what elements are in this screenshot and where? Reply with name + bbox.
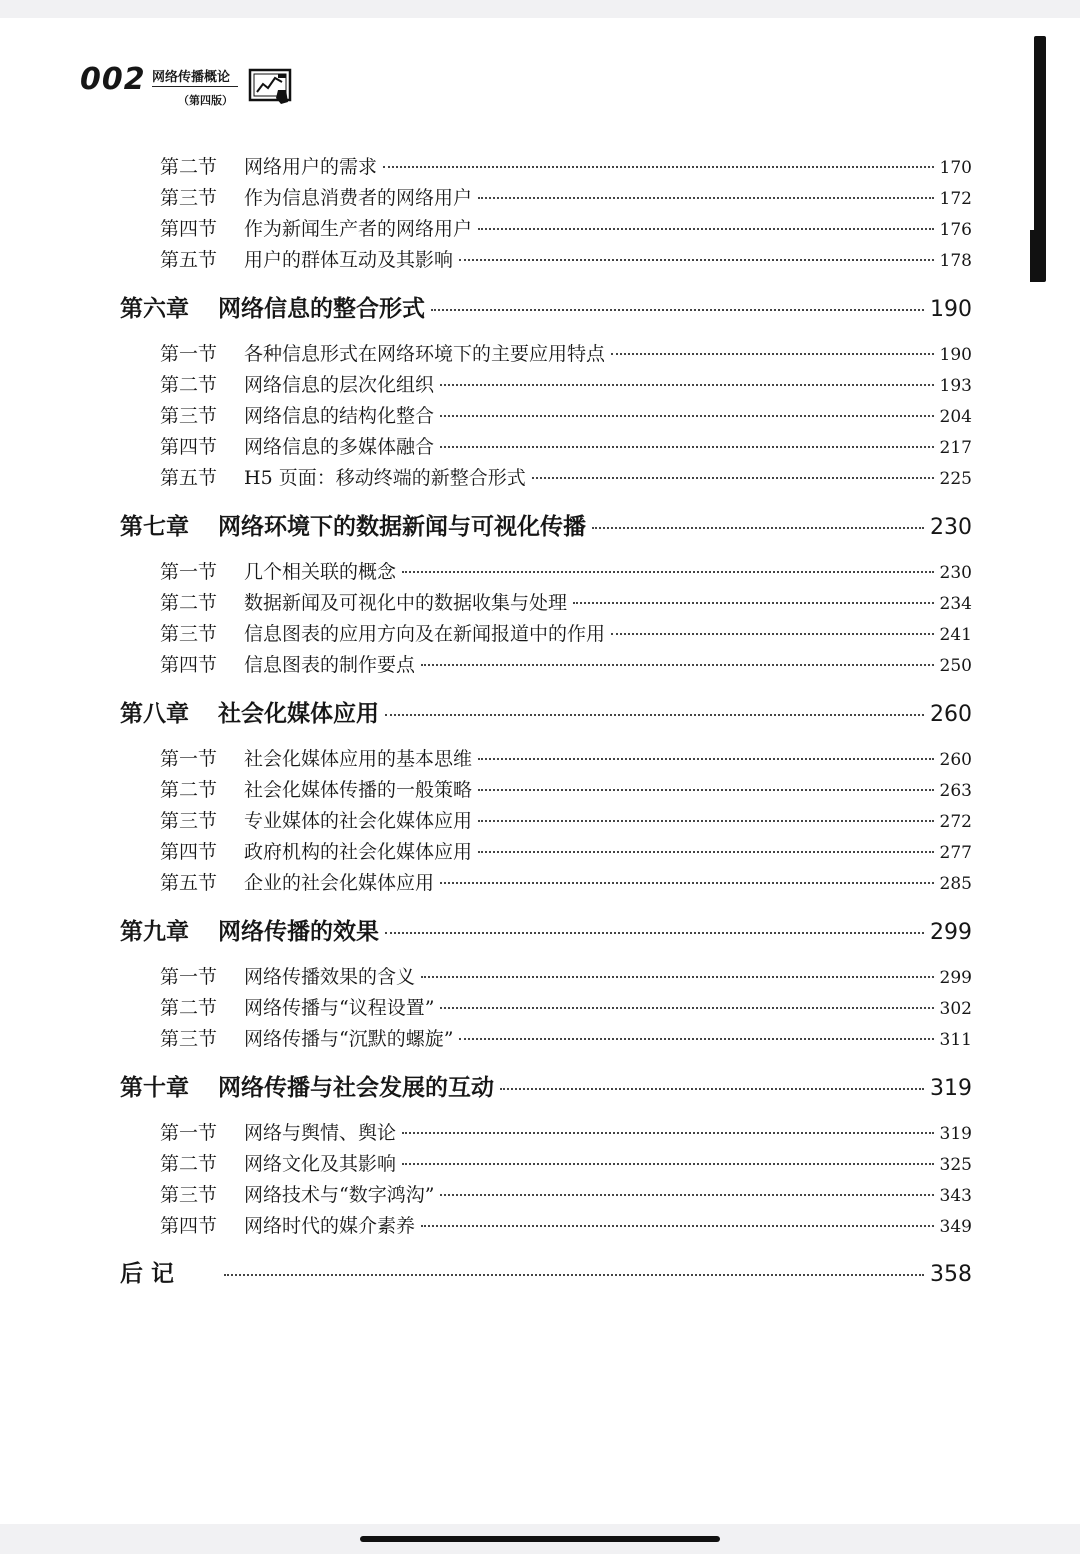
toc-dot-leader <box>478 851 934 853</box>
toc-entry-number: 第四节 <box>160 654 218 676</box>
toc-entry-title: 数据新闻及可视化中的数据收集与处理 <box>244 592 568 614</box>
toc-section-row <box>160 463 972 489</box>
toc-entry-title: 几个相关联的概念 <box>244 561 397 583</box>
toc-section-row <box>160 1118 972 1144</box>
toc-entry-title: 网络技术与“数字鸿沟” <box>244 1184 435 1206</box>
toc-section-row <box>160 650 972 676</box>
toc-dot-leader <box>385 714 924 716</box>
toc-entry-title: 网络信息的多媒体融合 <box>244 436 435 458</box>
toc-entry-title: 各种信息形式在网络环境下的主要应用特点 <box>244 343 606 365</box>
toc-entry-number: 第三节 <box>160 187 218 209</box>
toc-entry-title: 网络信息的结构化整合 <box>244 405 435 427</box>
toc-chapter-row <box>120 913 972 945</box>
toc-entry-number: 第四节 <box>160 1215 218 1237</box>
toc-entry-title: 网络信息的层次化组织 <box>244 374 435 396</box>
toc-entry-page: 263 <box>939 781 972 801</box>
toc-section-row <box>160 588 972 614</box>
toc-dot-leader <box>383 166 934 168</box>
document-page <box>0 18 1080 1524</box>
toc-entry-title: 政府机构的社会化媒体应用 <box>244 841 473 863</box>
toc-section-row <box>160 619 972 645</box>
toc-chapter-row <box>120 508 972 540</box>
toc-entry-page: 302 <box>939 999 972 1019</box>
toc-entry-number: 第一节 <box>160 1122 218 1144</box>
toc-section-row <box>160 183 972 209</box>
toc-dot-leader <box>402 1163 934 1165</box>
toc-dot-leader <box>532 477 934 479</box>
toc-entry-page: 250 <box>939 656 972 676</box>
toc-entry-page: 272 <box>939 812 972 832</box>
toc-entry-number: 第三节 <box>160 810 218 832</box>
toc-section-row <box>160 837 972 863</box>
toc-section-row <box>160 993 972 1019</box>
toc-entry-number: 第二节 <box>160 592 218 614</box>
toc-chapter-row <box>120 695 972 727</box>
toc-entry-number: 第七章 <box>120 513 189 540</box>
toc-entry-page: 311 <box>939 1030 972 1050</box>
toc-dot-leader <box>500 1088 924 1090</box>
toc-entry-page: 299 <box>930 920 972 945</box>
toc-entry-title: 企业的社会化媒体应用 <box>244 872 435 894</box>
toc-dot-leader <box>573 602 934 604</box>
toc-section-row <box>160 339 972 365</box>
toc-dot-leader <box>459 259 934 261</box>
toc-dot-leader <box>478 758 934 760</box>
toc-dot-leader <box>421 664 934 666</box>
toc-entry-number: 第六章 <box>120 295 189 322</box>
toc-entry-title: 网络用户的需求 <box>244 156 378 178</box>
toc-entry-number: 第三节 <box>160 623 218 645</box>
toc-section-row <box>160 744 972 770</box>
toc-entry-page: 193 <box>939 376 972 396</box>
toc-section-row <box>160 152 972 178</box>
toc-entry-number: 第一节 <box>160 966 218 988</box>
toc-entry-page: 178 <box>939 251 972 271</box>
toc-entry-title: 作为信息消费者的网络用户 <box>244 187 473 209</box>
toc-section-row <box>160 868 972 894</box>
toc-entry-number: 第二节 <box>160 779 218 801</box>
toc-entry-number: 第三节 <box>160 1028 218 1050</box>
toc-entry-title: 信息图表的制作要点 <box>244 654 416 676</box>
toc-section-row <box>160 1024 972 1050</box>
scan-edge-shadow-tail <box>1030 230 1038 282</box>
toc-section-row <box>160 245 972 271</box>
toc-entry-page: 234 <box>939 594 972 614</box>
toc-section-row <box>160 401 972 427</box>
toc-dot-leader <box>440 446 934 448</box>
toc-dot-leader <box>478 228 934 230</box>
home-indicator[interactable] <box>360 1536 720 1542</box>
toc-entry-title: 网络传播的效果 <box>218 918 379 945</box>
toc-entry-number: 第五节 <box>160 872 218 894</box>
toc-section-row <box>160 432 972 458</box>
toc-dot-leader <box>440 1007 933 1009</box>
toc-section-row <box>160 214 972 240</box>
toc-entry-number: 第四节 <box>160 841 218 863</box>
toc-entry-title: 网络传播与社会发展的互动 <box>218 1074 494 1101</box>
toc-chapter-row <box>120 1255 972 1287</box>
toc-entry-title: 信息图表的应用方向及在新闻报道中的作用 <box>244 623 606 645</box>
toc-dot-leader <box>478 197 934 199</box>
toc-entry-page: 170 <box>939 158 972 178</box>
toc-dot-leader <box>402 571 934 573</box>
toc-entry-page: 299 <box>939 968 972 988</box>
toc-entry-page: 225 <box>939 469 972 489</box>
toc-entry-page: 260 <box>930 702 972 727</box>
toc-entry-title: 作为新闻生产者的网络用户 <box>244 218 473 240</box>
toc-entry-page: 190 <box>939 345 972 365</box>
toc-entry-page: 230 <box>939 563 972 583</box>
toc-dot-leader <box>385 932 924 934</box>
toc-section-row <box>160 1211 972 1237</box>
header-page-number: 002 <box>80 62 146 97</box>
toc-entry-number: 第四节 <box>160 436 218 458</box>
toc-entry-number: 第二节 <box>160 156 218 178</box>
toc-chapter-row <box>120 1069 972 1101</box>
toc-section-row <box>160 806 972 832</box>
toc-dot-leader <box>611 633 934 635</box>
toc-entry-title: 网络传播与“议程设置” <box>244 997 435 1019</box>
toc-dot-leader <box>421 976 934 978</box>
toc-dot-leader <box>478 789 934 791</box>
toc-entry-title: 专业媒体的社会化媒体应用 <box>244 810 473 832</box>
toc-dot-leader <box>611 353 934 355</box>
toc-entry-title: 社会化媒体应用 <box>218 700 379 727</box>
toc-entry-page: 358 <box>930 1262 972 1287</box>
toc-entry-title: 社会化媒体传播的一般策略 <box>244 779 473 801</box>
toc-entry-title: H5 页面：移动终端的新整合形式 <box>244 467 526 489</box>
toc-dot-leader <box>459 1038 933 1040</box>
toc-dot-leader <box>440 384 934 386</box>
toc-section-row <box>160 557 972 583</box>
toc-entry-number: 第五节 <box>160 249 218 271</box>
toc-entry-page: 277 <box>939 843 972 863</box>
toc-entry-number: 第十章 <box>120 1074 189 1101</box>
toc-entry-page: 343 <box>939 1186 972 1206</box>
toc-dot-leader <box>440 1194 933 1196</box>
toc-entry-title: 网络传播效果的含义 <box>244 966 416 988</box>
toc-entry-number: 后 记 <box>120 1260 175 1287</box>
toc-entry-page: 349 <box>939 1217 972 1237</box>
toc-entry-page: 217 <box>939 438 972 458</box>
toc-entry-title: 网络信息的整合形式 <box>218 295 425 322</box>
header-rule <box>152 86 238 87</box>
toc-entry-page: 176 <box>939 220 972 240</box>
toc-entry-title: 网络环境下的数据新闻与可视化传播 <box>218 513 586 540</box>
toc-entry-page: 204 <box>939 407 972 427</box>
toc-entry-page: 190 <box>930 297 972 322</box>
toc-dot-leader <box>431 309 924 311</box>
toc-entry-number: 第二节 <box>160 1153 218 1175</box>
toc-section-row <box>160 370 972 396</box>
toc-section-row <box>160 775 972 801</box>
toc-entry-title: 网络时代的媒介素养 <box>244 1215 416 1237</box>
toc-dot-leader <box>402 1132 934 1134</box>
toc-entry-title: 用户的群体互动及其影响 <box>244 249 454 271</box>
toc-entry-page: 285 <box>939 874 972 894</box>
toc-entry-number: 第三节 <box>160 405 218 427</box>
toc-section-row <box>160 1180 972 1206</box>
toc-entry-title: 社会化媒体应用的基本思维 <box>244 748 473 770</box>
toc-entry-number: 第三节 <box>160 1184 218 1206</box>
toc-entry-number: 第四节 <box>160 218 218 240</box>
toc-dot-leader <box>440 882 934 884</box>
toc-entry-title: 网络文化及其影响 <box>244 1153 397 1175</box>
toc-dot-leader <box>592 527 924 529</box>
header-edition: （第四版） <box>178 94 233 107</box>
toc-entry-page: 319 <box>939 1124 972 1144</box>
toc-entry-title: 网络传播与“沉默的螺旋” <box>244 1028 454 1050</box>
toc-entry-page: 325 <box>939 1155 972 1175</box>
toc-entry-number: 第一节 <box>160 343 218 365</box>
toc-entry-page: 230 <box>930 515 972 540</box>
toc-dot-leader <box>421 1225 934 1227</box>
toc-entry-number: 第九章 <box>120 918 189 945</box>
toc-dot-leader <box>224 1274 924 1276</box>
toc-entry-number: 第五节 <box>160 467 218 489</box>
toc-entry-number: 第二节 <box>160 374 218 396</box>
toc-dot-leader <box>440 415 934 417</box>
toc-entry-number: 第一节 <box>160 561 218 583</box>
toc-section-row <box>160 1149 972 1175</box>
toc-chapter-row <box>120 290 972 322</box>
toc-dot-leader <box>478 820 934 822</box>
toc-entry-page: 241 <box>939 625 972 645</box>
toc-entry-number: 第一节 <box>160 748 218 770</box>
toc-entry-title: 网络与舆情、舆论 <box>244 1122 397 1144</box>
book-logo-icon <box>248 68 296 110</box>
toc-entry-page: 172 <box>939 189 972 209</box>
toc-entry-number: 第二节 <box>160 997 218 1019</box>
toc-section-row <box>160 962 972 988</box>
toc-entry-number: 第八章 <box>120 700 189 727</box>
header-book-title: 网络传播概论 <box>152 70 231 85</box>
toc-entry-page: 260 <box>939 750 972 770</box>
toc-entry-page: 319 <box>930 1076 972 1101</box>
